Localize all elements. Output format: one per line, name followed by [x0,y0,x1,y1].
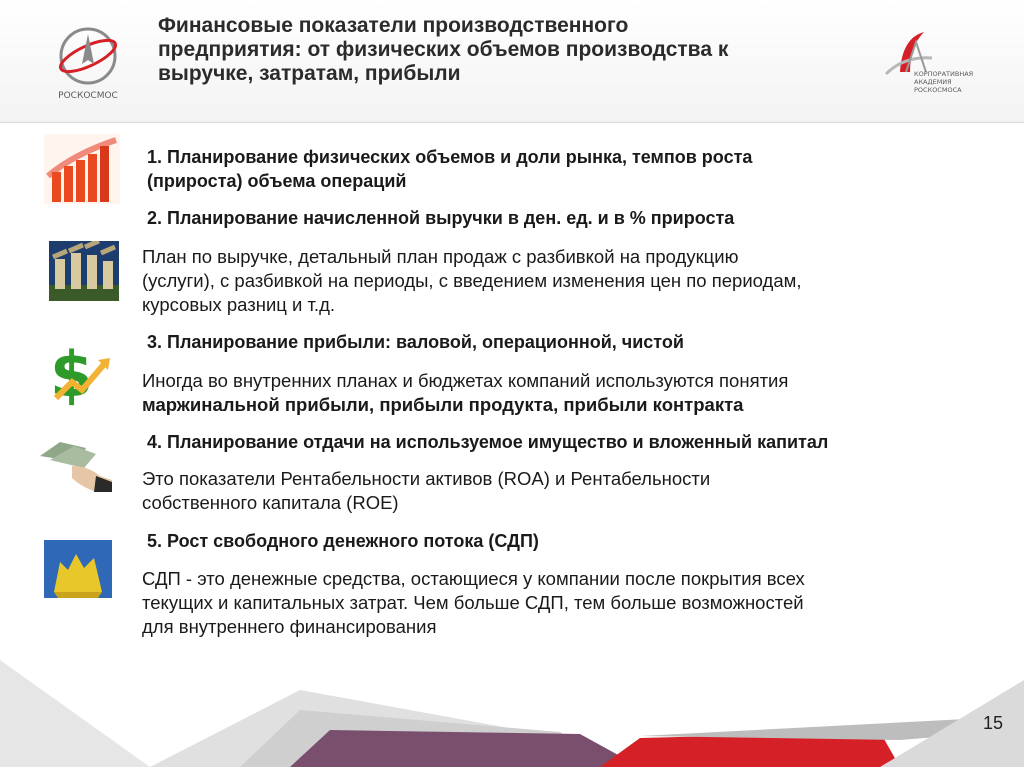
footer-decoration [0,620,1024,767]
bar-chart-growth-icon [44,134,120,204]
academy-logo-text: КОРПОРАТИВНАЯ [914,70,974,78]
page-title [158,14,858,86]
section-4-body [142,467,710,515]
heading-line: 3. Планирование прибыли: валовой, операционной, чистой [147,332,684,352]
section-2-body [142,245,801,317]
section-3-body [142,369,788,417]
page-number: 15 [983,713,1004,733]
heading-line: 5. Рост свободного денежного потока (СДП) [147,531,539,551]
academy-logo [880,28,992,100]
body-line: Иногда во внутренних планах и бюджетах компаний используются понятия [142,370,789,391]
hand-with-cash-icon [40,436,112,492]
body-line: для внутреннего финансирования [142,616,437,637]
title-line: выручке, затратам, прибыли [158,62,461,85]
roscosmos-logo [44,20,132,102]
title-line: предприятия: от физических объемов производства к [158,38,729,61]
svg-text:$: $ [50,338,94,406]
coins-stack-icon [44,540,112,598]
section-5-heading [147,529,539,553]
academy-logo-text: РОСКОСМОСА [914,86,962,94]
money-fists-icon [49,241,119,301]
heading-line: 2. Планирование начисленной выручки в ден. ед. и в % прироста [147,208,735,228]
title-line: Финансовые показатели производственного [158,14,629,37]
section-4-heading [147,430,828,454]
heading-line: 4. Планирование отдачи на используемое имущество и вложенный капитал [147,432,829,452]
roscosmos-logo-text: РОСКОСМОС [58,91,118,101]
section-1-heading [147,145,752,193]
body-line: текущих и капитальных затрат. Чем больше СДП, тем больше возможностей [142,592,804,613]
section-3-heading [147,330,684,354]
body-line: План по выручке, детальный план продаж с разбивкой на продукцию [142,246,739,267]
body-line: (услуги), с разбивкой на периоды, с введением изменения цен по периодам, [142,270,802,291]
body-line: Это показатели Рентабельности активов (ROA) и Рентабельности [142,468,711,489]
body-line: СДП - это денежные средства, остающиеся у компании после покрытия всех [142,568,805,589]
slide-header [0,0,1024,123]
section-2-heading [147,206,734,230]
body-line: курсовых разниц и т.д. [142,294,336,315]
dollar-arrow-icon [44,338,114,406]
body-line: собственного капитала (ROE) [142,492,399,513]
academy-logo-text: АКАДЕМИЯ [914,78,952,86]
heading-line: (прироста) объема операций [147,171,407,191]
body-bold-line: маржинальной прибыли, прибыли продукта, прибыли контракта [142,394,744,415]
heading-line: 1. Планирование физических объемов и доли рынка, темпов роста [147,147,753,167]
